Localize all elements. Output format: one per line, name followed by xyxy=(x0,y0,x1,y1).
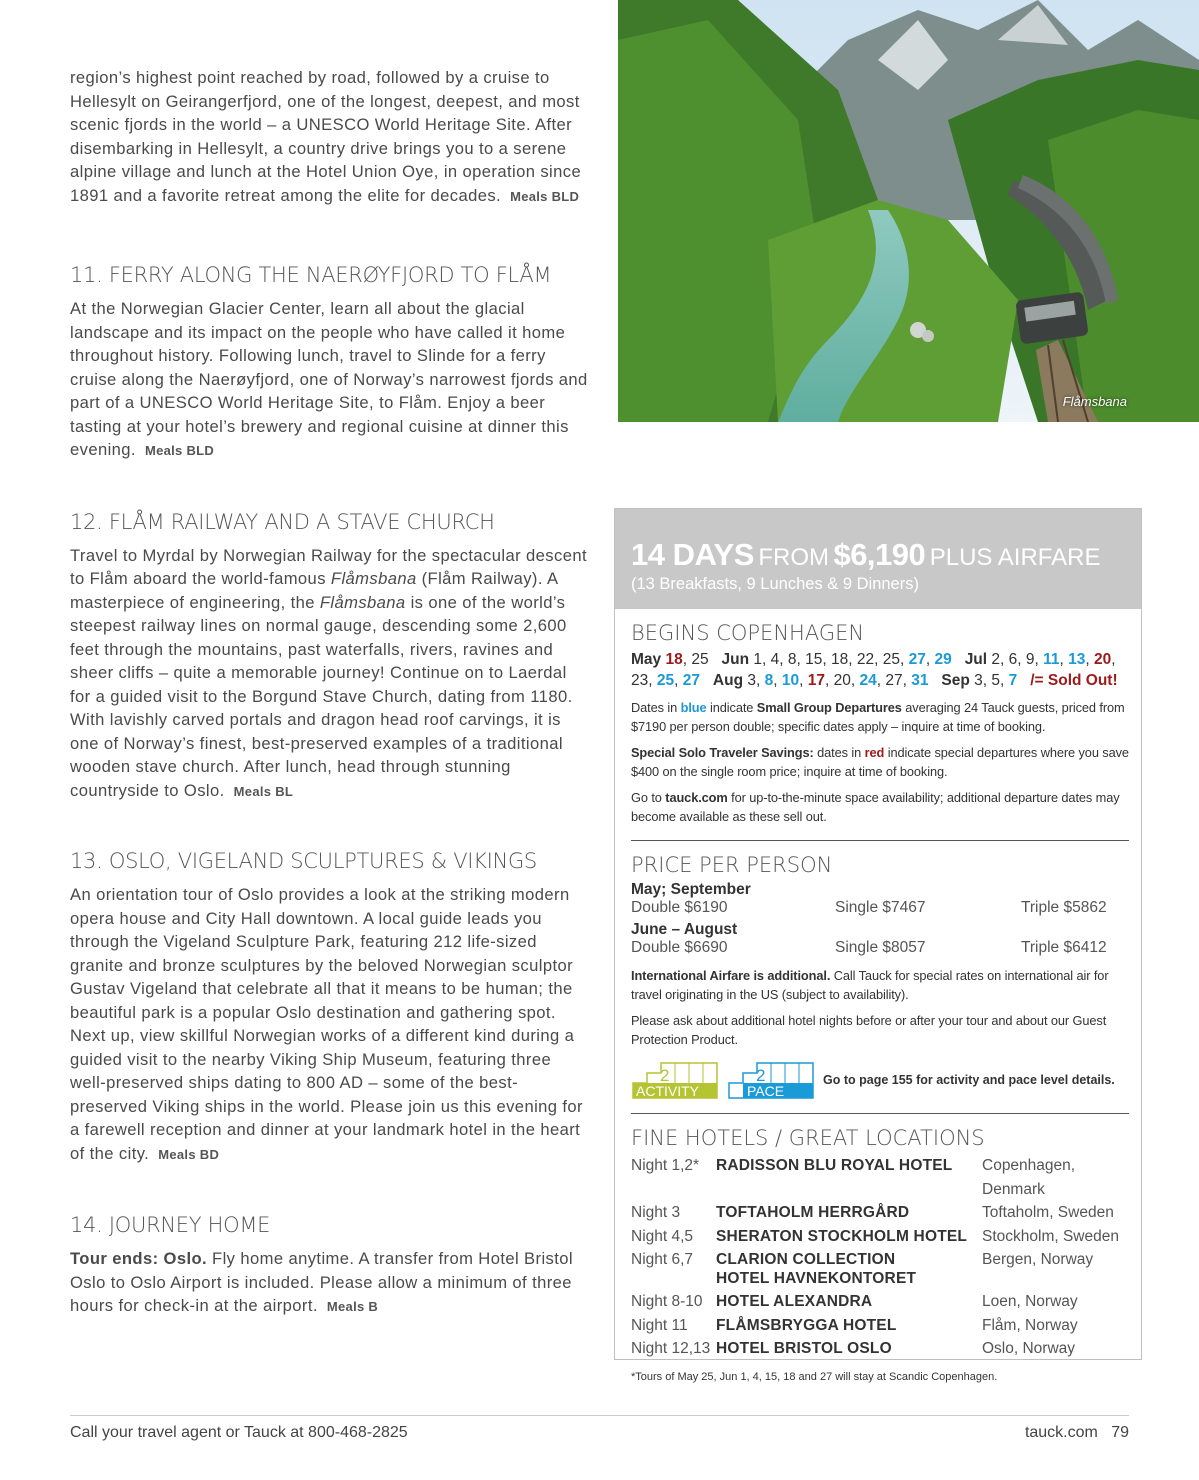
price-double: Double $6190 xyxy=(631,899,728,916)
day-12-text-a: Travel to Myrdal by Norwegian Railway for the spectacular descent to Flåm aboard the world-famous xyxy=(70,545,587,588)
price-from: $6,190 xyxy=(833,537,926,572)
tauck-link[interactable]: tauck.com xyxy=(665,790,728,805)
season-label: May; September xyxy=(631,881,751,898)
day-12-text-b: (Flåm Railway). A masterpiece of engineering, the xyxy=(70,569,558,612)
date[interactable]: 9 xyxy=(1025,651,1035,668)
hotel-night: Night 12,13 xyxy=(631,1340,711,1357)
day-11-text: At the Norwegian Glacier Center, learn all about the glacial landscape and its impact on the people who have called it home throughout history. Following lunch, travel to Slinde for a ferry cruise along the Naerøyfjord, one of Norway’s narrowest fjords and part of a UNESCO World Heritage Site, to Flåm. Enjoy a beer tasting at your hotel’s brewery and regional cuisine at dinner this evening. xyxy=(70,299,588,459)
price-single: Single $8057 xyxy=(835,939,926,956)
day-14-body xyxy=(70,1247,590,1319)
tour-ends-label: Tour ends: Oslo. xyxy=(70,1249,208,1268)
date[interactable]: 20 xyxy=(833,672,851,689)
hotel-night: Night 8-10 xyxy=(631,1293,703,1310)
date-sold-out[interactable]: 4 xyxy=(770,651,780,668)
divider xyxy=(631,840,1129,841)
price-row xyxy=(631,939,1129,957)
date-small-group[interactable]: 10 xyxy=(781,672,800,689)
hotel-night: Night 11 xyxy=(631,1316,688,1334)
hotel-row xyxy=(631,1248,1129,1290)
price-triple: Triple $5862 xyxy=(1021,899,1107,916)
footer-site-link[interactable]: tauck.com xyxy=(1024,1424,1098,1441)
hotel-name: SHERATON STOCKHOLM HOTEL xyxy=(716,1227,968,1245)
date-small-group[interactable]: 11 xyxy=(1043,651,1060,668)
hotels-footnote: *Tours of May 25, Jun 1, 4, 15, 18 and 27 will stay at Scandic Copenhagen. xyxy=(631,1370,998,1383)
hotel-name: HOTEL BRISTOL OSLO xyxy=(716,1340,892,1357)
pace-level-number: 2 xyxy=(756,1066,766,1085)
hotel-night: Night 6,7 xyxy=(631,1251,694,1268)
hotel-name: FLÅMSBRYGGA HOTEL xyxy=(716,1316,897,1334)
date-small-group[interactable]: 13 xyxy=(1068,651,1086,668)
date-small-group[interactable]: 7 xyxy=(1008,672,1018,689)
hotel-nights-note: Please ask about additional hotel nights before or after your tour and about our Guest Protection Product. xyxy=(631,1013,1107,1047)
pace-level-icon xyxy=(727,1061,815,1099)
day-13-body xyxy=(70,883,590,1166)
hotel-row xyxy=(631,1154,1129,1201)
footer-contact: Call your travel agent or Tauck at 800-468-2825 xyxy=(70,1424,408,1441)
month-may: May xyxy=(631,651,662,668)
sold-out-legend: /= Sold Out! xyxy=(1030,672,1118,689)
date[interactable]: 23 xyxy=(631,672,649,689)
blue-word: blue xyxy=(680,700,707,715)
level-note: Go to page 155 for activity and pace level details. xyxy=(823,1073,1115,1087)
month-jul: Jul xyxy=(964,651,988,668)
tour-info-box xyxy=(614,508,1142,1383)
airfare-note xyxy=(631,967,1129,1004)
day-14-text: Fly home anytime. A transfer from Hotel Bristol Oslo to Oslo Airport is included. Please allow a minimum of three hours for check-in at the airport. xyxy=(70,1249,573,1315)
date[interactable]: 27 xyxy=(885,672,903,689)
availability-note xyxy=(631,789,1129,826)
day-12-title: 12. FLÅM RAILWAY AND A STAVE CHURCH xyxy=(70,509,495,534)
price-headline xyxy=(631,537,1141,573)
month-aug: Aug xyxy=(712,672,744,689)
date-solo[interactable]: 17 xyxy=(807,672,825,689)
red-word: red xyxy=(864,745,885,760)
note-text: indicate xyxy=(710,700,754,715)
hotel-location: Copenhagen, Denmark xyxy=(982,1157,1076,1198)
meals-label: Meals B xyxy=(326,1299,379,1314)
day-14-title: 14. JOURNEY HOME xyxy=(70,1213,271,1237)
tour-length: 14 DAYS xyxy=(631,537,754,572)
train-name: Flåmsbana xyxy=(319,592,406,612)
date-small-group[interactable]: 29 xyxy=(934,651,952,668)
date[interactable]: 25 xyxy=(691,651,709,668)
date[interactable]: 25 xyxy=(882,651,901,668)
hotel-location: Loen, Norway xyxy=(982,1293,1078,1310)
note-text: dates in xyxy=(817,745,862,760)
meals-label: Meals BD xyxy=(158,1146,220,1162)
divider xyxy=(631,1113,1129,1114)
begins-title: BEGINS COPENHAGEN xyxy=(631,621,865,645)
date[interactable]: 8 xyxy=(787,651,797,668)
hotels-title: FINE HOTELS / GREAT LOCATIONS xyxy=(631,1126,985,1150)
date-small-group[interactable]: 8 xyxy=(764,672,774,689)
note-text: for up-to-the-minute space availability; additional departure dates may become available as these sell out. xyxy=(631,790,1120,824)
hotel-name: TOFTAHOLM HERRGÅRD xyxy=(716,1204,910,1221)
box-content xyxy=(615,621,1141,1383)
airfare-label: International Airfare is additional. xyxy=(631,968,831,983)
hotel-location: Stockholm, Sweden xyxy=(982,1227,1119,1245)
price-table xyxy=(631,881,1129,957)
day-12-body xyxy=(70,544,590,804)
hotel-name: CLARION COLLECTION HOTEL HAVNEKONTORET xyxy=(716,1251,917,1287)
hotel-name: HOTEL ALEXANDRA xyxy=(716,1293,873,1310)
footer-divider xyxy=(70,1415,1129,1416)
meals-label: Meals BL xyxy=(233,783,294,799)
season-label: June – August xyxy=(631,921,738,938)
hotel-night: Night 3 xyxy=(631,1204,681,1221)
price-triple: Triple $6412 xyxy=(1021,939,1107,956)
date-small-group[interactable]: 24 xyxy=(859,672,877,689)
date[interactable]: 2 xyxy=(991,651,1001,668)
from-label: FROM xyxy=(758,544,829,571)
hotel-row xyxy=(631,1337,1129,1361)
date-small-group[interactable]: 31 xyxy=(911,672,929,689)
hotel-location: Flåm, Norway xyxy=(982,1316,1078,1334)
activity-level-number: 2 xyxy=(660,1066,670,1085)
date-solo[interactable]: 20 xyxy=(1094,651,1112,668)
note-text: averaging 24 Tauck guests, priced from $7190 per person double; specific dates apply – inquire at time of booking. xyxy=(631,700,1125,734)
hotel-row xyxy=(631,1290,1129,1314)
page-number: 79 xyxy=(1111,1424,1129,1441)
price-row xyxy=(631,899,1129,917)
departure-dates: May 18, 25 Jun 1, 4, 8, 15, 18, 22, 25, 27, 29 Jul 2, 6, 9, 11, 13, 20, 23, 25, 27 Aug 3, 8, 10, 17, 20, 24, 27, 31 Sep 3, 5, 7 /= Sold Out! xyxy=(631,651,1118,689)
meals-label: Meals BLD xyxy=(510,188,580,204)
note-text: indicate special departures where you save $400 on the single room price; inquire at time of booking. xyxy=(631,745,1129,779)
small-group-note xyxy=(631,699,1129,736)
hotel-location: Oslo, Norway xyxy=(982,1340,1076,1357)
date[interactable]: 22 xyxy=(856,651,875,668)
small-group-label: Small Group Departures xyxy=(756,700,902,715)
date-solo[interactable]: 18 xyxy=(665,651,683,668)
footer-right xyxy=(1025,1424,1129,1442)
hotel-night: Night 4,5 xyxy=(631,1227,694,1245)
date-sold-out[interactable]: 15 xyxy=(805,651,823,668)
price-single: Single $7467 xyxy=(835,899,926,916)
landscape-illustration xyxy=(618,0,1199,422)
date-small-group[interactable]: 25 xyxy=(656,672,675,689)
date[interactable]: 3 xyxy=(974,672,983,689)
note-text: Go to xyxy=(631,790,662,805)
day-10-continued xyxy=(70,66,590,208)
hotel-location: Toftaholm, Sweden xyxy=(982,1204,1114,1221)
month-jun: Jun xyxy=(721,651,750,668)
hotel-location: Bergen, Norway xyxy=(982,1251,1094,1268)
date[interactable]: 1 xyxy=(753,651,763,668)
date-small-group[interactable]: 27 xyxy=(682,672,700,689)
meals-label: Meals BLD xyxy=(144,443,215,458)
day-10-text: region’s highest point reached by road, followed by a cruise to Hellesylt on Geirangerfjord, one of the longest, deepest, and most scenic fjords in the world – a UNESCO World Heritage Site. After disembarking in Hellesylt, a country drive brings you to a serene alpine village and lunch at the Hotel Union Oye, in operation since 1891 and a favorite retreat among the elite for decades. xyxy=(70,68,582,205)
hotel-row xyxy=(631,1314,1129,1338)
note-text: Dates in xyxy=(631,700,678,715)
solo-label: Special Solo Traveler Savings: xyxy=(631,745,814,760)
hotel-row xyxy=(631,1201,1129,1225)
hotel-name: RADISSON BLU ROYAL HOTEL xyxy=(716,1157,953,1174)
flamsbana-photo xyxy=(618,0,1199,422)
price-header xyxy=(615,509,1141,609)
activity-level-icon xyxy=(631,1061,719,1099)
price-title: PRICE PER PERSON xyxy=(631,853,833,877)
day-11-title: 11. FERRY ALONG THE NAERØYFJORD TO FLÅM xyxy=(70,263,552,287)
hotel-row xyxy=(631,1225,1129,1249)
plus-airfare-label: PLUS AIRFARE xyxy=(929,544,1101,571)
date[interactable]: 5 xyxy=(991,672,1001,689)
activity-pace-levels xyxy=(631,1061,1129,1099)
hotel-night: Night 1,2* xyxy=(631,1157,700,1174)
itinerary-column xyxy=(70,66,590,1319)
note-text: Call Tauck for special rates on international air for travel originating in the US (subject to availability). xyxy=(631,968,1109,1002)
date[interactable]: 18 xyxy=(831,651,849,668)
meals-summary: (13 Breakfasts, 9 Lunches & 9 Dinners) xyxy=(631,575,919,593)
day-12-text-c: is one of the world’s steepest railway lines on normal gauge, descending some 2,600 feet through the mountains, past waterfalls, rivers, ravines and sheer cliffs – quite a memorable journey! Continue on to Laerdal for a guided visit to the Borgund Stave Church, dating from 1180. With lavishly carved portals and dragon head roof carvings, it is one of Norway’s finest, best-preserved examples of a traditional wooden stave church. After lunch, head through stunning countryside to Oslo. xyxy=(70,592,573,800)
pace-label: PACE xyxy=(747,1083,785,1099)
price-double: Double $6690 xyxy=(631,939,728,956)
hotels-table xyxy=(631,1154,1129,1361)
month-sep: Sep xyxy=(941,672,970,689)
day-13-text: An orientation tour of Oslo provides a look at the striking modern opera house and City Hall downtown. A local guide leads you through the Vigeland Sculpture Park, featuring 212 life-sized granite and bronze sculptures by the beloved Norwegian sculptor Gustav Vigeland that celebrate all that it means to be human; the beautiful park is a popular Oslo destination and gathering spot. Next up, view skillful Norwegian works of a different kind during a guided visit to the nearby Viking Ship Museum, featuring three well-preserved ships dating to 800 AD – some of the best-preserved Viking ships in the world. Please join us this evening for a farewell reception and dinner at your landmark hotel in the heart of the city. xyxy=(70,885,583,1163)
date[interactable]: 6 xyxy=(1008,651,1018,668)
date[interactable]: 3 xyxy=(747,672,756,689)
solo-note xyxy=(631,744,1129,781)
photo-caption: Flåmsbana xyxy=(1062,394,1127,409)
day-13-title: 13. OSLO, VIGELAND SCULPTURES & VIKINGS xyxy=(70,849,537,873)
train-name: Flåmsbana xyxy=(330,569,417,588)
activity-label: ACTIVITY xyxy=(636,1083,700,1099)
day-11-body xyxy=(70,297,590,463)
date-small-group[interactable]: 27 xyxy=(908,651,926,668)
